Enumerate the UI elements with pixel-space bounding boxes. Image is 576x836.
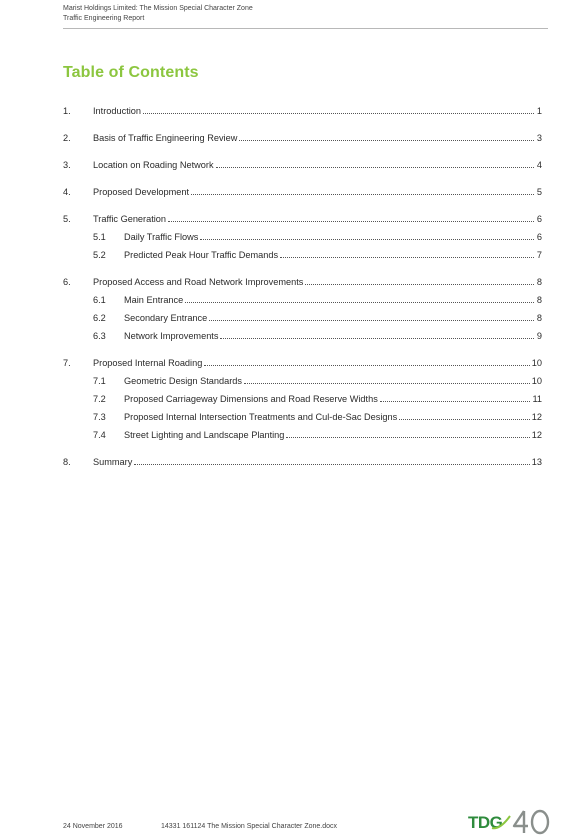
toc-entry-label: Proposed Access and Road Network Improvements — [93, 277, 304, 287]
toc-entry-label: Introduction — [93, 106, 142, 116]
toc-entry-number: 7.1 — [93, 376, 106, 386]
footer-filename: 14331 161124 The Mission Special Character Zone.docx — [161, 823, 338, 830]
toc-entry-number: 7.4 — [93, 430, 106, 440]
toc-subentry[interactable] — [63, 305, 542, 323]
header-divider — [63, 28, 548, 29]
toc-entry-number: 5.1 — [93, 232, 106, 242]
toc-entry-page: 9 — [536, 331, 542, 341]
toc-dot-leader — [216, 166, 534, 168]
toc-subentry[interactable] — [63, 386, 542, 404]
footer-date: 24 November 2016 — [63, 823, 123, 830]
toc-dot-leader — [200, 238, 534, 240]
toc-entry[interactable] — [63, 143, 542, 170]
toc-dot-leader — [185, 301, 534, 303]
toc-entry-number: 4. — [63, 187, 71, 197]
toc-entry[interactable] — [63, 98, 542, 116]
toc-entry-number: 6.3 — [93, 331, 106, 341]
toc-entry-number: 6.2 — [93, 313, 106, 323]
logo-swoosh-icon — [490, 808, 512, 834]
toc-entry-number: 8. — [63, 457, 71, 467]
toc-entry-label: Traffic Generation — [93, 214, 167, 224]
running-header — [63, 4, 548, 24]
toc-entry-label: Main Entrance — [124, 295, 184, 305]
toc-entry-label: Summary — [93, 457, 133, 467]
toc-dot-leader — [239, 139, 534, 141]
toc-subentry[interactable] — [63, 368, 542, 386]
toc-entry-number: 6.1 — [93, 295, 106, 305]
toc-subentry[interactable] — [63, 224, 542, 242]
toc-dot-leader — [286, 436, 529, 438]
toc-entry-page: 13 — [531, 457, 542, 467]
toc-entry-page: 7 — [536, 250, 542, 260]
toc-dot-leader — [168, 220, 534, 222]
toc-dot-leader — [280, 256, 534, 258]
toc-entry-label: Location on Roading Network — [93, 160, 214, 170]
toc-dot-leader — [143, 112, 534, 114]
toc-entry[interactable] — [63, 116, 542, 143]
toc-entry-page: 8 — [536, 313, 542, 323]
toc-entry-label: Proposed Development — [93, 187, 190, 197]
toc-entry-number: 5. — [63, 214, 71, 224]
toc-entry-number: 2. — [63, 133, 71, 143]
toc-dot-leader — [220, 337, 534, 339]
toc-entry-number: 1. — [63, 106, 71, 116]
toc-entry-page: 8 — [536, 277, 542, 287]
toc-entry-number: 6. — [63, 277, 71, 287]
toc-subentry[interactable] — [63, 323, 542, 341]
toc-dot-leader — [380, 400, 531, 402]
toc-entry-label: Geometric Design Standards — [124, 376, 242, 386]
toc-dot-leader — [134, 463, 529, 465]
tdg-logo-text: TDG — [468, 813, 503, 832]
toc-entry-page: 4 — [536, 160, 542, 170]
toc-entry-number: 3. — [63, 160, 71, 170]
header-line-report: Traffic Engineering Report — [63, 15, 145, 22]
page-title: Table of Contents — [63, 64, 199, 81]
toc-entry-label: Daily Traffic Flows — [124, 232, 199, 242]
toc-subentry[interactable] — [63, 404, 542, 422]
toc-entry-page: 12 — [531, 430, 542, 440]
toc-subentry[interactable] — [63, 422, 542, 440]
toc-entry-page: 6 — [536, 214, 542, 224]
table-of-contents — [63, 98, 542, 467]
toc-entry-label: Street Lighting and Landscape Planting — [124, 430, 285, 440]
toc-dot-leader — [191, 193, 534, 195]
toc-entry-label: Proposed Internal Roading — [93, 358, 203, 368]
toc-entry-page: 3 — [536, 133, 542, 143]
toc-dot-leader — [244, 382, 530, 384]
tdg-40-logo — [468, 808, 552, 836]
toc-entry-page: 1 — [536, 106, 542, 116]
toc-subentry[interactable] — [63, 287, 542, 305]
toc-entry-number: 7. — [63, 358, 71, 368]
header-line-project: Marist Holdings Limited: The Mission Special Character Zone — [63, 5, 253, 12]
toc-entry-label: Predicted Peak Hour Traffic Demands — [124, 250, 279, 260]
toc-entry-page: 6 — [536, 232, 542, 242]
toc-entry-label: Proposed Internal Intersection Treatments and Cul-de-Sac Designs — [124, 412, 398, 422]
toc-entry-page: 10 — [531, 376, 542, 386]
toc-entry-page: 5 — [536, 187, 542, 197]
toc-entry[interactable] — [63, 440, 542, 467]
toc-entry-page: 12 — [531, 412, 542, 422]
toc-entry[interactable] — [63, 260, 542, 287]
toc-dot-leader — [399, 418, 530, 420]
toc-entry-label: Secondary Entrance — [124, 313, 208, 323]
toc-entry-number: 7.2 — [93, 394, 106, 404]
toc-entry-label: Proposed Carriageway Dimensions and Road Reserve Widths — [124, 394, 378, 404]
toc-entry-page: 11 — [532, 394, 542, 404]
toc-entry[interactable] — [63, 170, 542, 197]
toc-entry-number: 7.3 — [93, 412, 106, 422]
toc-entry-page: 8 — [536, 295, 542, 305]
toc-dot-leader — [209, 319, 534, 321]
toc-entry-number: 5.2 — [93, 250, 106, 260]
toc-entry[interactable] — [63, 197, 542, 224]
toc-subentry[interactable] — [63, 242, 542, 260]
toc-dot-leader — [305, 283, 534, 285]
toc-dot-leader — [204, 364, 529, 366]
toc-entry-label: Basis of Traffic Engineering Review — [93, 133, 238, 143]
toc-entry[interactable] — [63, 341, 542, 368]
logo-40-mark — [512, 808, 552, 836]
toc-entry-page: 10 — [531, 358, 542, 368]
toc-entry-label: Network Improvements — [124, 331, 219, 341]
